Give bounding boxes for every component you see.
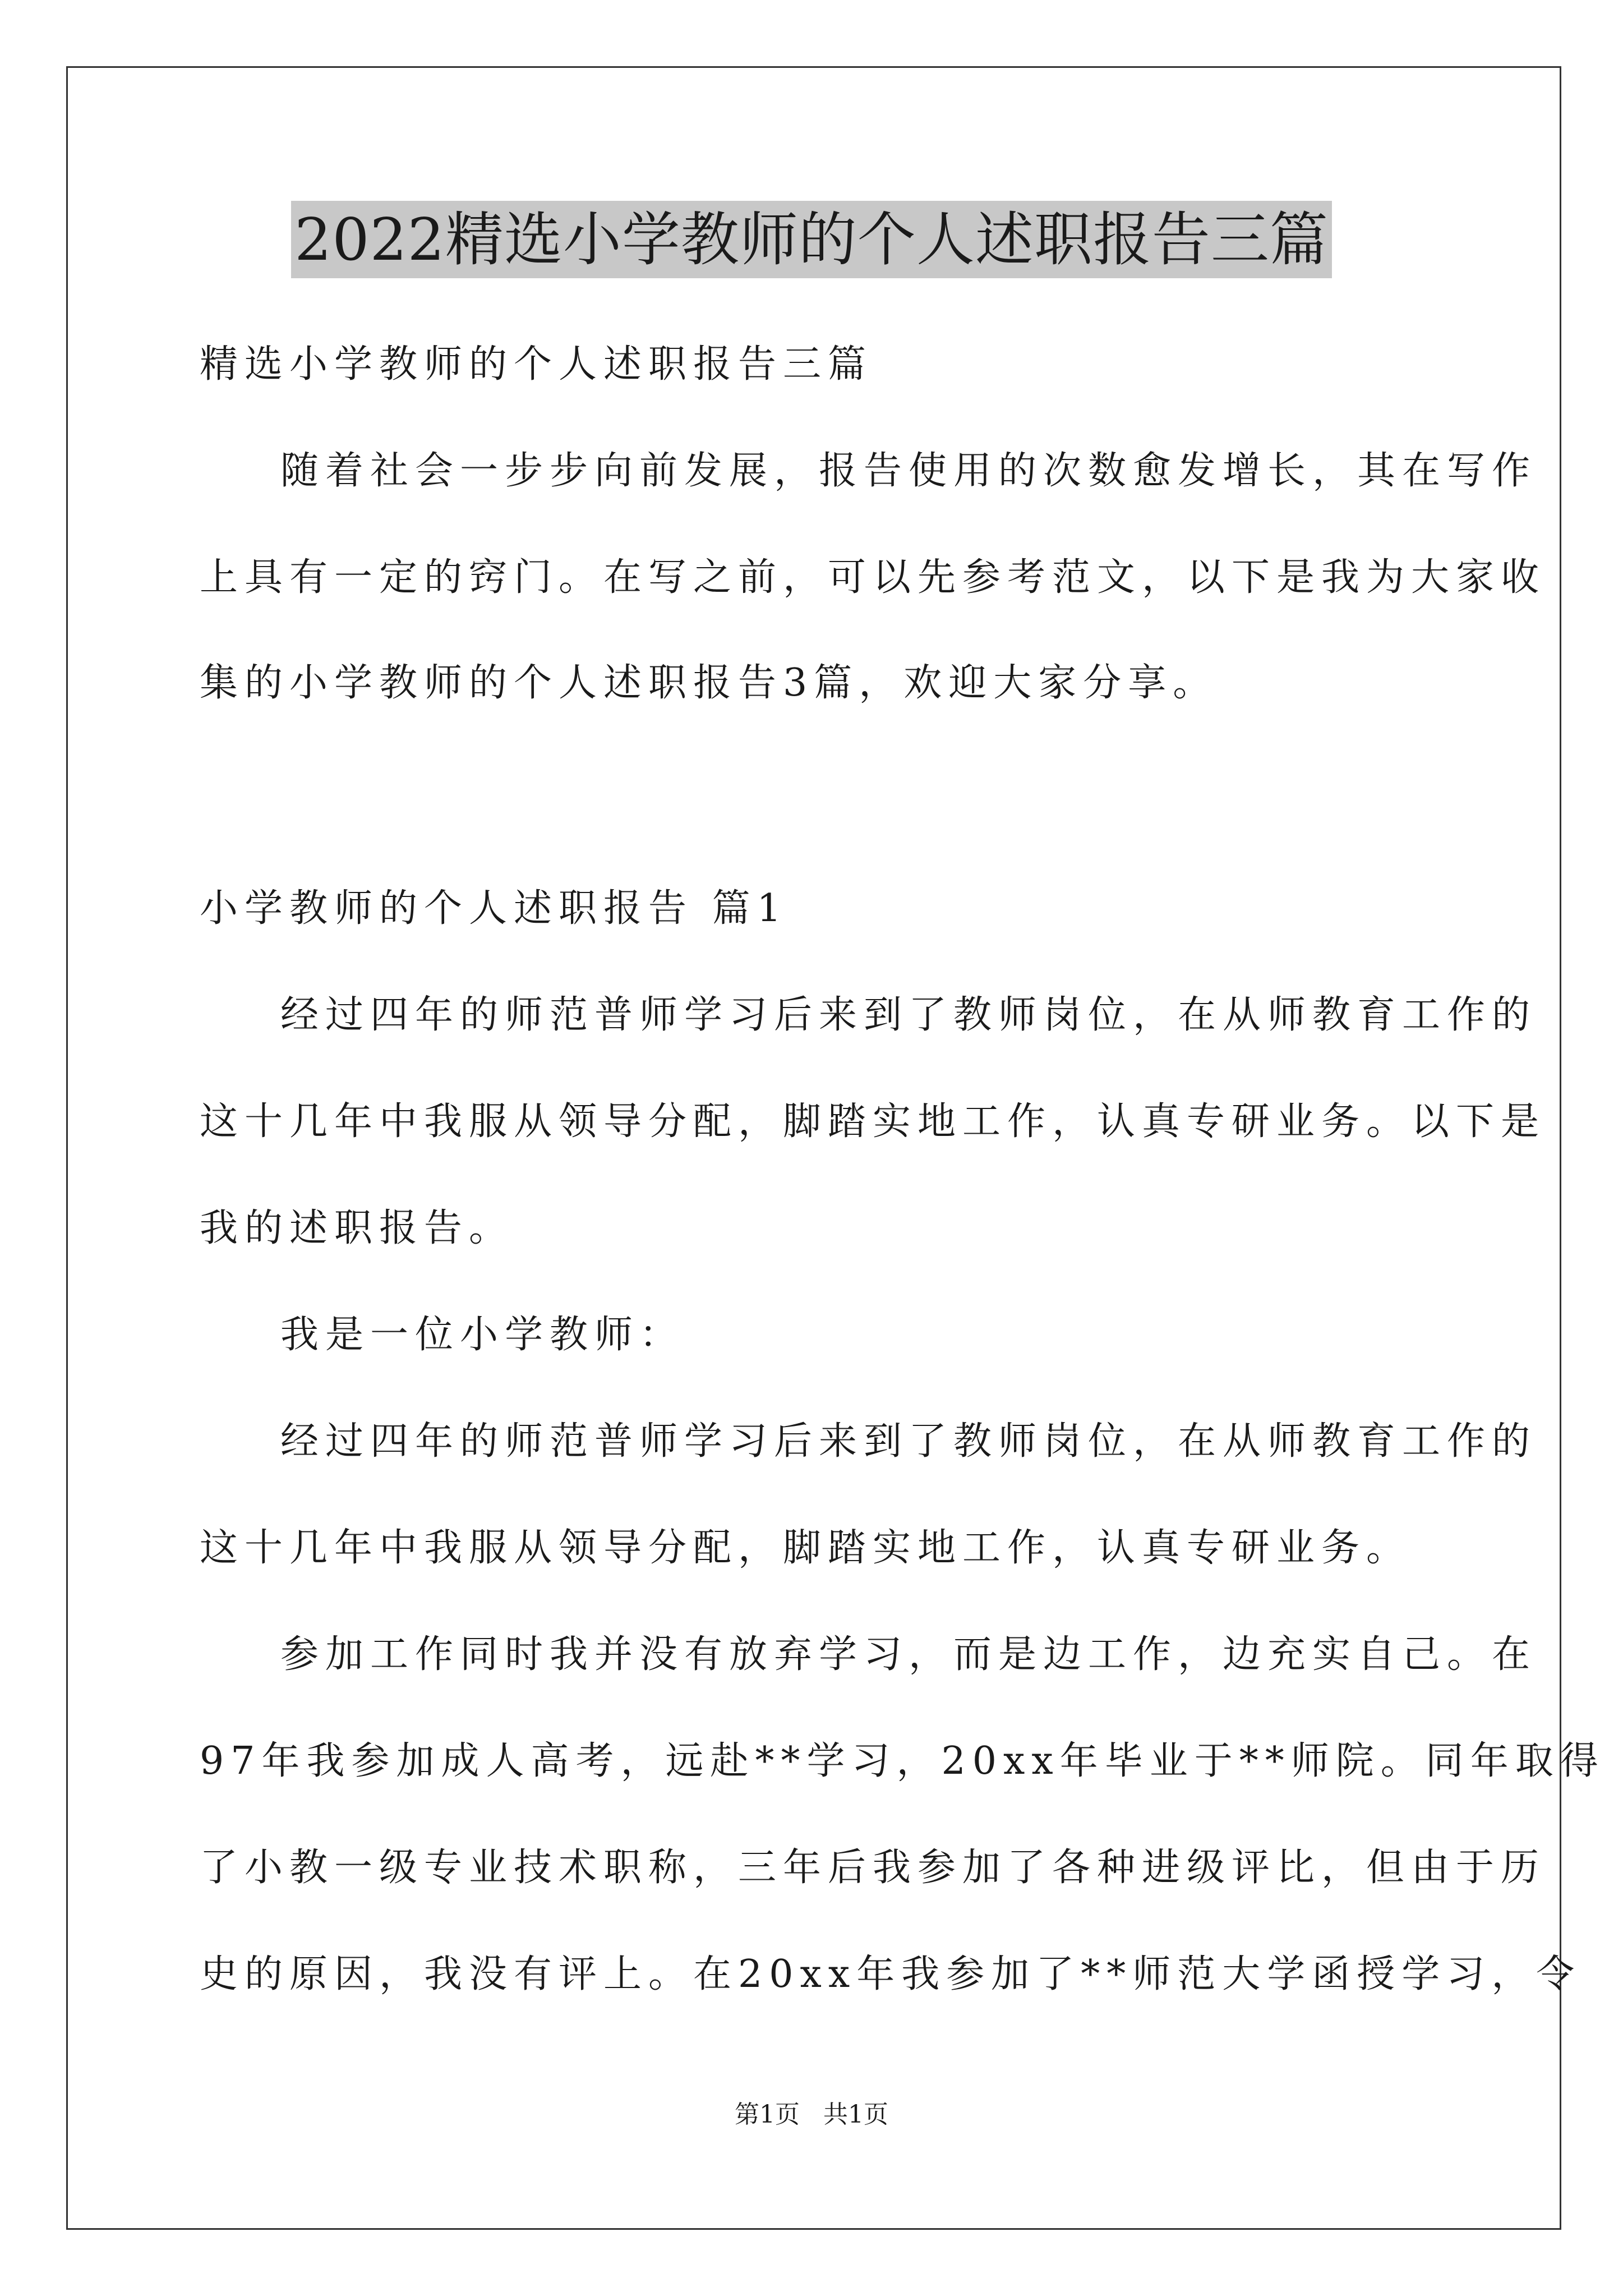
page-border [66, 66, 1605, 2230]
body-line: 集的小学教师的个人述职报告3篇，欢迎大家分享。 [200, 661, 1218, 705]
body-line: 上具有一定的窍门。在写之前，可以先参考范文，以下是我为大家收 [200, 555, 1546, 600]
body-line: 经过四年的师范普师学习后来到了教师岗位，在从师教育工作的 [280, 993, 1537, 1037]
body-line: 我是一位小学教师： [280, 1313, 685, 1357]
page-footer: 第1页 共1页 [735, 2100, 888, 2129]
body-line: 参加工作同时我并没有放弃学习，而是边工作，边充实自己。在 [280, 1632, 1537, 1677]
body-line: 我的述职报告。 [200, 1206, 514, 1250]
body-line: 随着社会一步步向前发展，报告使用的次数愈发增长，其在写作 [280, 449, 1537, 493]
body-line: 97年我参加成人高考，远赴**学习，20xx年毕业于**师院。同年取得 [200, 1739, 1605, 1783]
body-line: 这十几年中我服从领导分配，脚踏实地工作，认真专研业务。 [200, 1526, 1412, 1570]
body-line: 这十几年中我服从领导分配，脚踏实地工作，认真专研业务。以下是 [200, 1099, 1546, 1144]
body-line: 了小教一级专业技术职称，三年后我参加了各种进级评比，但由于历 [200, 1846, 1546, 1890]
document-title: 2022精选小学教师的个人述职报告三篇 [291, 201, 1332, 278]
section-heading: 小学教师的个人述职报告 篇1 [200, 886, 788, 931]
title-container [0, 201, 1623, 278]
body-line: 史的原因，我没有评上。在20xx年我参加了**师范大学函授学习，令 [200, 1952, 1581, 1996]
subtitle-line: 精选小学教师的个人述职报告三篇 [200, 342, 873, 386]
body-line: 经过四年的师范普师学习后来到了教师岗位，在从师教育工作的 [280, 1419, 1537, 1464]
